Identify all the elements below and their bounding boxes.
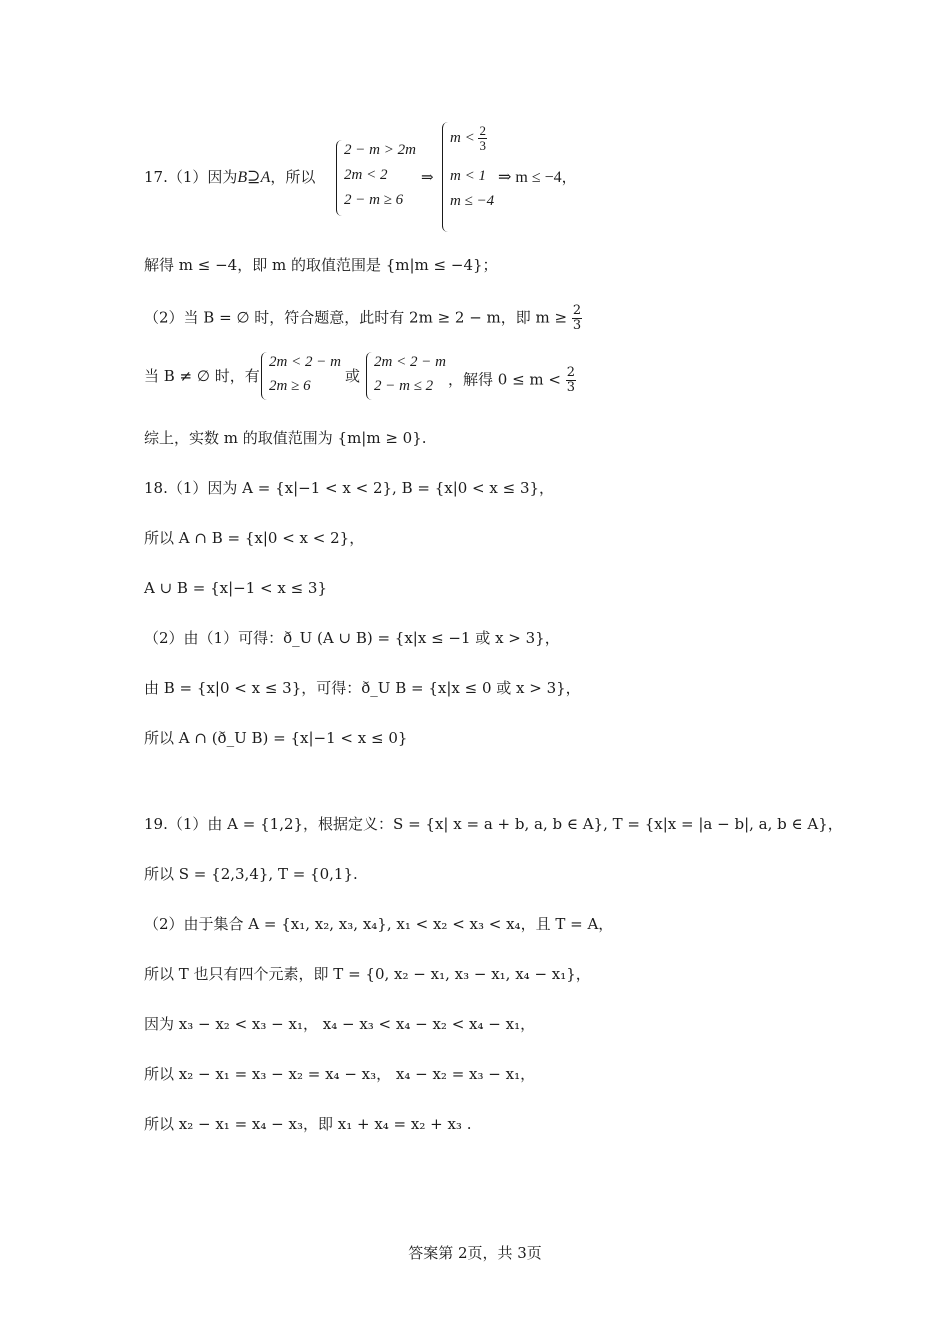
q17-cond: B⊇A (237, 169, 271, 186)
q17-sys2-row: m < 1 (450, 168, 486, 184)
q19-line4: 所以 T 也只有四个元素，即 T = {0, x₂ − x₁, x₃ − x₁, x₄ − x₁}， (144, 965, 591, 983)
q17-line4-sysB-row: 2m < 2 − m (374, 354, 446, 370)
fraction-denominator: 3 (572, 318, 582, 333)
q18-line2: 所以 A ∩ B = {x|0 < x < 2}， (144, 529, 365, 547)
q17-sys1-row: 2 − m > 2m (344, 142, 416, 158)
q19-line5: 因为 x₃ − x₂ < x₃ − x₁， x₄ − x₃ < x₄ − x₂ < x₄ − x₁， (144, 1015, 536, 1033)
q17-line3 (144, 304, 582, 333)
q17-result (498, 167, 577, 188)
q18-line6: 所以 A ∩ (ð_U B) = {x|−1 < x ≤ 0} (144, 729, 408, 747)
q17-so: ，所以 (270, 168, 316, 186)
q19-line7: 所以 x₂ − x₁ = x₄ − x₃，即 x₁ + x₄ = x₂ + x₃ . (144, 1115, 472, 1133)
fraction-denominator: 3 (566, 380, 576, 395)
fraction-numerator: 2 (572, 303, 582, 318)
q17-sys1-row: 2 − m ≥ 6 (344, 192, 404, 208)
q17-line4-sysB-row: 2 − m ≤ 2 (374, 378, 434, 394)
q17-line4-or: 或 (345, 367, 361, 385)
q17-line4-post (448, 366, 576, 395)
q17-line1 (144, 167, 315, 188)
q17-line4-pre: 当 B ≠ ∅ 时，有 (144, 367, 260, 385)
q17-sys2-frac-lhs: m < (450, 129, 475, 146)
q18-line5: 由 B = {x|0 < x ≤ 3}，可得：ð_U B = {x|x ≤ 0 或 x > 3}， (144, 679, 581, 697)
q19-line6: 所以 x₂ − x₁ = x₃ − x₂ = x₄ − x₃， x₄ − x₂ = x₃ − x₁， (144, 1065, 536, 1083)
q19-line2: 所以 S = {2,3,4}, T = {0,1}. (144, 865, 358, 883)
q17-line4-sysA-row: 2m ≥ 6 (269, 378, 311, 394)
fraction-numerator: 2 (479, 123, 486, 138)
q17-line5: 综上，实数 m 的取值范围为 {m|m ≥ 0}. (144, 429, 427, 447)
q18-line1: 18.（1）因为 A = {x|−1 < x < 2}, B = {x|0 < x ≤ 3}， (144, 479, 555, 497)
q17-line4-system-a (261, 352, 351, 400)
fraction-denominator: 3 (479, 138, 486, 153)
fraction-numerator: 2 (566, 365, 576, 380)
q19-line1: 19.（1）由 A = {1,2}，根据定义：S = {x| x = a + b, a, b ∈ A}, T = {x|x = |a − b|, a, b ∈ A}， (144, 815, 843, 833)
q19-line3: （2）由于集合 A = {x₁, x₂, x₃, x₄}, x₁ < x₂ < x₃ < x₄，且 T = A， (144, 915, 614, 933)
q17-line4-post-text: ，解得 0 ≤ m < (448, 370, 561, 389)
q17-line4-system-b (366, 352, 456, 400)
fraction (478, 124, 487, 153)
q17-arrow1: ⇒ (421, 168, 434, 186)
q17-line2: 解得 m ≤ −4，即 m 的取值范围是 {m|m ≤ −4}； (144, 256, 498, 274)
q17-line4-sysA-row: 2m < 2 − m (269, 354, 341, 370)
q17-sys2-frac-row (450, 124, 487, 153)
q18-line4: （2）由（1）可得：ð_U (A ∪ B) = {x|x ≤ −1 或 x > 3}， (144, 629, 560, 647)
q17-intro: 17.（1）因为 (144, 168, 238, 186)
q17-line3-text: （2）当 B = ∅ 时，符合题意，此时有 2m ≥ 2 − m，即 m ≥ (144, 308, 568, 327)
fraction (566, 366, 576, 395)
q17-arrow2: ⇒ m ≤ −4 (498, 169, 562, 186)
q17-tail: ， (561, 168, 577, 186)
q17-sys2-row: m ≤ −4 (450, 193, 495, 209)
q17-sys1-row: 2m < 2 (344, 167, 388, 183)
q18-line3: A ∪ B = {x|−1 < x ≤ 3} (144, 579, 327, 597)
fraction (572, 304, 582, 333)
page-footer: 答案第 2页，共 3页 (408, 1244, 542, 1262)
